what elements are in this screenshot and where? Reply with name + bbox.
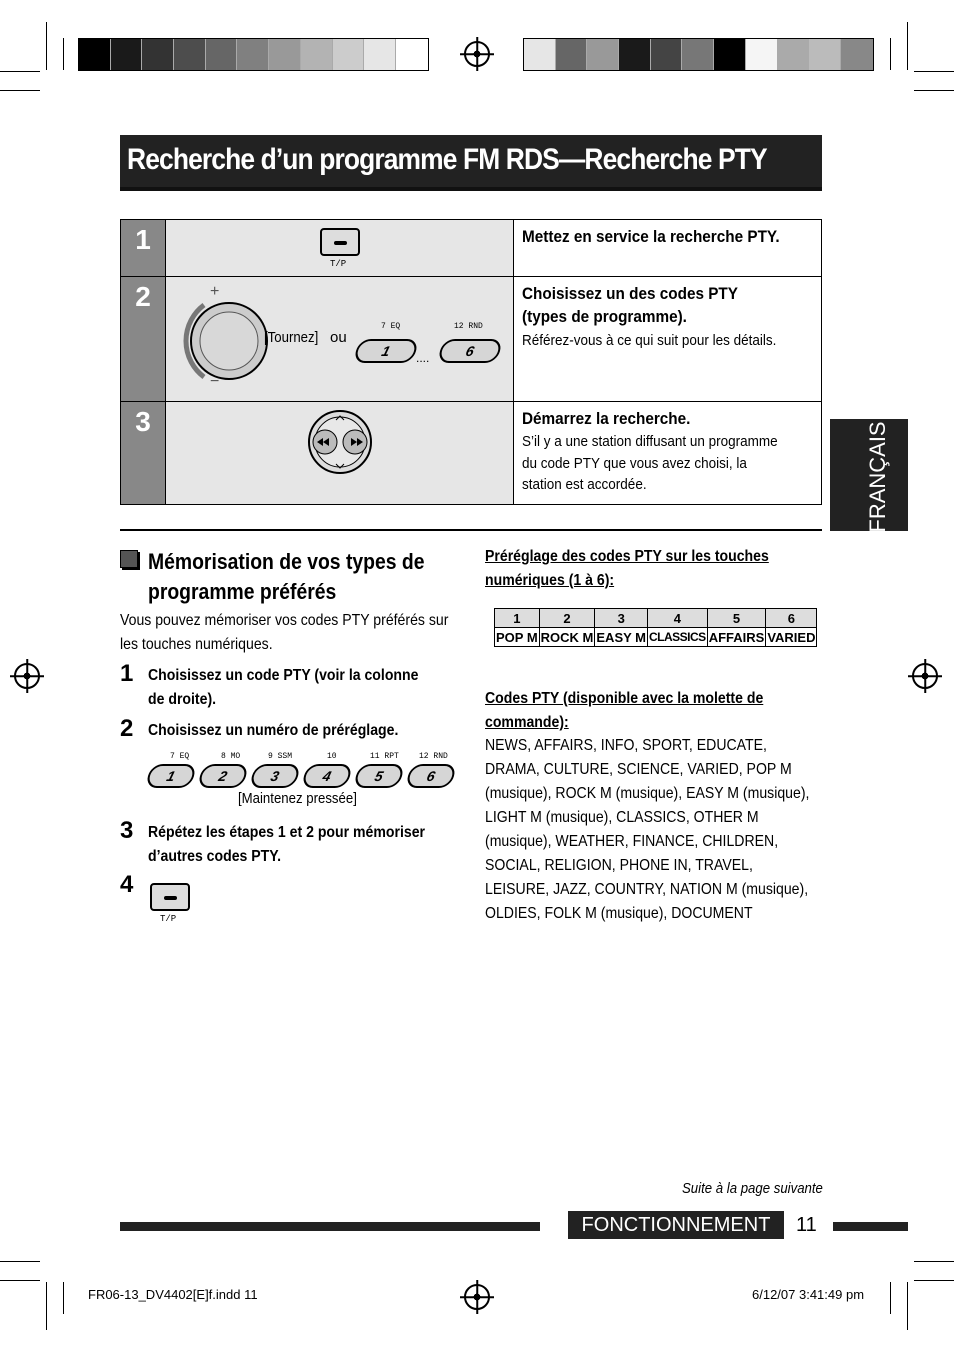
codes-list: NEWS, AFFAIRS, INFO, SPORT, EDUCATE, DRAMA, CULTURE, SCIENCE, VARIED, POP M (musique), ROCK M (musique), EASY M (musique), LIGHT M (musique), CLASSICS, OTHER M (musique), WEATHER, FINANCE, CHILDREN, SOCIAL, RELIGION, PHONE IN, TRAVEL, LEISURE, JAZZ, COUNTRY, NATION M (musique), OLDIES, FOLK M (musique), DOCUMENT [485, 737, 810, 922]
crop-mark [0, 1261, 40, 1262]
step-number: 3 [121, 402, 166, 505]
ellipsis: .... [416, 351, 430, 365]
codes-heading: Codes PTY (disponible avec la molette de commande): [485, 690, 764, 731]
pty-table-cell: 4 [648, 609, 708, 628]
section-label: FONCTIONNEMENT [568, 1211, 784, 1239]
footer-bar [833, 1222, 908, 1231]
preset-key: 5 [353, 764, 405, 788]
memo-step-number: 3 [120, 817, 134, 844]
page-number: 11 [796, 1214, 817, 1236]
pty-table-cell: EASY M [596, 629, 646, 645]
minus-sign: − [210, 373, 220, 390]
registration-mark-icon [14, 663, 40, 689]
tp-label: T/P [160, 914, 177, 924]
step-heading: Choisissez un des codes PTY (types de programme). [522, 284, 738, 326]
pty-table-cell: VARIED [767, 629, 816, 645]
step-number: 1 [121, 220, 166, 277]
crop-mark [46, 1282, 47, 1330]
preset-key: 3 [249, 764, 301, 788]
memo-heading: Mémorisation de vos types de programme préférés [148, 549, 425, 604]
step-text [514, 220, 822, 277]
section-divider [120, 529, 822, 531]
crop-mark [914, 1280, 954, 1281]
preset-key: 4 [301, 764, 353, 788]
pty-table-cell: 6 [766, 609, 817, 628]
steps-table [120, 219, 822, 505]
step-number: 2 [121, 277, 166, 402]
step-body: Référez-vous à ce qui suit pour les détails. [522, 331, 777, 349]
registration-mark-icon [464, 41, 490, 67]
crop-mark [914, 1261, 954, 1262]
tp-label: T/P [330, 259, 347, 269]
step-illustration [166, 220, 514, 277]
crop-mark [907, 22, 908, 70]
memo-intro: Vous pouvez mémoriser vos codes PTY préférés sur les touches numériques. [120, 612, 449, 653]
page-title: Recherche d’un programme FM RDS—Recherche PTY [127, 143, 767, 176]
preset-heading: Préréglage des codes PTY sur les touches numériques (1 à 6): [485, 548, 769, 589]
crop-mark [890, 38, 891, 70]
file-slug: FR06-13_DV4402[E]f.indd 11 [88, 1287, 258, 1302]
key-top-label: 7 EQ [170, 752, 190, 761]
memo-step-text: Choisissez un numéro de préréglage. [148, 722, 399, 739]
step-row [121, 277, 822, 402]
color-calibration-bar-right [523, 38, 874, 71]
registration-mark-icon [912, 663, 938, 689]
tp-button-icon [320, 228, 360, 256]
memo-step-text: Répétez les étapes 1 et 2 pour mémoriser d’autres codes PTY. [148, 824, 426, 865]
key-top-label: 7 EQ [381, 322, 401, 331]
pty-table-cell: POP M [496, 629, 538, 645]
crop-mark [63, 1282, 64, 1314]
language-tab-label: FRANÇAIS [865, 421, 890, 533]
plus-sign: + [210, 283, 220, 300]
crop-mark [914, 71, 954, 72]
memo-step-number: 2 [120, 715, 134, 742]
preset-key-6: 6 [437, 339, 503, 363]
step-illustration [166, 277, 514, 402]
registration-mark-icon [464, 1284, 490, 1310]
step-heading: Mettez en service la recherche PTY. [522, 227, 780, 246]
pty-table-cell: 1 [495, 609, 540, 628]
crop-mark [907, 1282, 908, 1330]
control-dial-icon [174, 287, 270, 391]
key-top-label: 10 [327, 752, 337, 761]
crop-mark [890, 1282, 891, 1314]
preset-key: 6 [405, 764, 457, 788]
or-label: ou [330, 329, 347, 346]
key-top-label: 9 SSM [268, 752, 293, 761]
crop-mark [0, 90, 40, 91]
section-square-icon [120, 550, 138, 568]
crop-mark [0, 1280, 40, 1281]
footer-bar [120, 1222, 540, 1231]
color-calibration-bar-left [78, 38, 429, 71]
crop-mark [0, 71, 40, 72]
crop-mark [46, 22, 47, 70]
page-title-bar [120, 135, 822, 191]
turn-label: [Tournez] [264, 329, 319, 346]
pty-table-cell: 3 [595, 609, 648, 628]
pty-table-cell: AFFAIRS [708, 629, 765, 645]
step-row [121, 220, 822, 277]
crop-mark [63, 38, 64, 70]
step-text [514, 277, 822, 402]
pty-preset-table [494, 608, 817, 647]
continued-note: Suite à la page suivante [682, 1180, 823, 1197]
pty-table-numbers-row [495, 609, 817, 628]
pty-table-cell: 2 [539, 609, 595, 628]
key-top-label: 11 RPT [370, 752, 399, 761]
step-body: S’il y a une station diffusant un programme du code PTY que vous avez choisi, la station est accordée. [522, 432, 778, 494]
pty-table-codes-row [495, 628, 817, 647]
skip-buttons-icon [306, 410, 374, 474]
pty-table-cell: CLASSICS [648, 628, 708, 647]
language-tab [830, 419, 908, 531]
hold-label: [Maintenez pressée] [238, 790, 357, 807]
step-text [514, 402, 822, 505]
memo-step-number: 1 [120, 660, 134, 687]
step-heading: Démarrez la recherche. [522, 409, 691, 428]
key-top-label: 8 MO [221, 752, 241, 761]
memo-step-number: 4 [120, 871, 134, 898]
memo-step-text: Choisissez un code PTY (voir la colonne de droite). [148, 667, 419, 708]
preset-key-1: 1 [353, 339, 419, 363]
preset-key: 1 [145, 764, 197, 788]
pty-table-cell: 5 [707, 609, 766, 628]
key-top-label: 12 RND [454, 322, 483, 331]
date-slug: 6/12/07 3:41:49 pm [752, 1287, 865, 1302]
pty-table-cell: ROCK M [540, 629, 594, 645]
key-top-label: 12 RND [419, 752, 448, 761]
crop-mark [914, 90, 954, 91]
tp-button-icon [150, 883, 190, 911]
step-row [121, 402, 822, 505]
preset-key: 2 [197, 764, 249, 788]
step-illustration [166, 402, 514, 505]
